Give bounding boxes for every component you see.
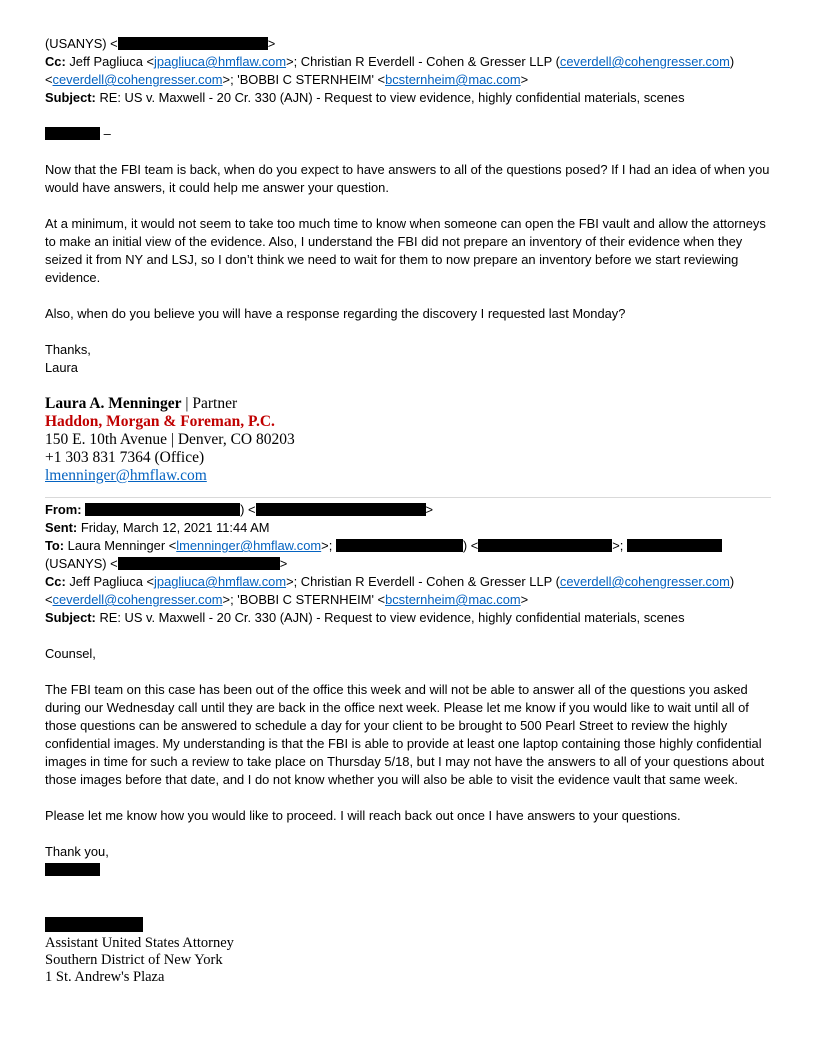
cc-text: ) (729, 574, 735, 589)
cc-label: Cc: (45, 574, 66, 589)
aus-title: Assistant United States Attorney (45, 935, 234, 951)
header1-cc2-line (45, 71, 775, 89)
cc-text: < (45, 592, 53, 607)
redacted-block (85, 503, 240, 516)
salutation-line (45, 125, 775, 143)
greeting-text: Counsel, (45, 646, 96, 661)
email1-paragraph-2: At a minimum, it would not seem to take too much time to know when someone can open the FBI vault and allow the attorneys to make an initial view of the evidence. Also, I understand the FBI did not prepare an inventory of their evidence when they seized it from NY and LSJ, so I don’t think we need to wait for them to now prepare an inventory before we start reviewing evidence. (45, 216, 766, 285)
aus-address: 1 St. Andrew's Plaza (45, 969, 165, 985)
gt-text: > (279, 556, 288, 571)
subject-text: RE: US v. Maxwell - 20 Cr. 330 (AJN) - Request to view evidence, highly confidential materials, scenes (95, 610, 685, 625)
header2-to-line (45, 537, 775, 555)
sent-label: Sent: (45, 520, 78, 535)
cc-text: Jeff Pagliuca < (65, 54, 155, 69)
sent-text: Friday, March 12, 2021 11:44 AM (77, 520, 270, 535)
lawyer-signature (45, 395, 775, 485)
cc-text: >; 'BOBBI C STERNHEIM' < (222, 72, 386, 87)
signature-phone: +1 303 831 7364 (Office) (45, 449, 205, 466)
from-text: ) < (240, 502, 256, 517)
redacted-block (45, 917, 143, 932)
signoff-text: Laura (45, 360, 78, 375)
header1-cc-line (45, 53, 775, 71)
email-link[interactable]: jpagliuca@hmflaw.com (154, 574, 287, 589)
from-label: From: (45, 502, 82, 517)
gt-text: > (267, 36, 276, 51)
header1-usanys-line (45, 35, 775, 53)
gt-text: > (425, 502, 434, 517)
redacted-block (478, 539, 612, 552)
to-label: To: (45, 538, 65, 553)
email1-paragraph-1: Now that the FBI team is back, when do you expect to have answers to all of the questions posed? If I had an idea of when you would have answers, it could help me answer your question. (45, 162, 770, 195)
redacted-sender-line (45, 861, 775, 879)
aus-office: Southern District of New York (45, 952, 223, 968)
dash-text: – (100, 126, 111, 141)
email-link[interactable]: lmenninger@hmflaw.com (176, 538, 322, 553)
email-link[interactable]: bcsternheim@mac.com (385, 72, 521, 87)
email-link[interactable]: ceverdell@cohengresser.com (559, 574, 730, 589)
usanys-text: (USANYS) < (45, 36, 118, 51)
thank-you-text: Thank you, (45, 844, 109, 859)
header2-cc2-line (45, 591, 775, 609)
signature-firm: Haddon, Morgan & Foreman, P.C. (45, 413, 275, 430)
email2-paragraph-1: The FBI team on this case has been out of the office this week and will not be able to answer all of the questions you asked during our Wednesday call until they are back in the office next week. Please let me know if you would like to wait until all of those questions can be answered to schedule a day for your client to be brought to 500 Pearl Street to review the highly confidential images. My understanding is that the FBI is able to provide at least one laptop containing those highly confidential images in time for such a review to take place on Thursday 5/18, but I may not have the answers to all of your questions about those images before that date, and I do not know whether you will also be able to visit the evidence vault that same week. (45, 682, 765, 787)
cc-text: < (45, 72, 53, 87)
subject-text: RE: US v. Maxwell - 20 Cr. 330 (AJN) - Request to view evidence, highly confidential materials, scenes (95, 90, 685, 105)
signature-name: Laura A. Menninger (45, 395, 182, 412)
header2-from-line (45, 501, 775, 519)
subject-label: Subject: (45, 610, 96, 625)
cc-text: > (520, 592, 529, 607)
email2-paragraph-2: Please let me know how you would like to proceed. I will reach back out once I have answers to your questions. (45, 808, 681, 823)
header2-usanys-line (45, 555, 775, 573)
cc-label: Cc: (45, 54, 66, 69)
header1-subject-line (45, 89, 775, 107)
signature-title: | Partner (181, 395, 238, 412)
email-link[interactable]: ceverdell@cohengresser.com (52, 592, 223, 607)
email-link[interactable]: ceverdell@cohengresser.com (52, 72, 223, 87)
cc-text: >; Christian R Everdell - Cohen & Gresser LLP ( (286, 54, 560, 69)
redacted-block (336, 539, 463, 552)
header2-sent-line (45, 519, 775, 537)
email1-paragraph-3: Also, when do you believe you will have a response regarding the discovery I requested last Monday? (45, 306, 626, 321)
to-text: >; (612, 538, 627, 553)
redacted-block (118, 37, 268, 50)
cc-text: >; 'BOBBI C STERNHEIM' < (222, 592, 386, 607)
redacted-block (45, 127, 100, 140)
cc-text: ) (729, 54, 735, 69)
redacted-block (256, 503, 426, 516)
aus-signature (45, 917, 775, 986)
to-text: >; (321, 538, 336, 553)
usanys-text: (USANYS) < (45, 556, 118, 571)
cc-text: Jeff Pagliuca < (65, 574, 155, 589)
subject-label: Subject: (45, 90, 96, 105)
thanks-text: Thanks, (45, 342, 91, 357)
document-page (45, 35, 775, 986)
cc-text: >; Christian R Everdell - Cohen & Gresser LLP ( (286, 574, 560, 589)
email-link[interactable]: ceverdell@cohengresser.com (559, 54, 730, 69)
email-link[interactable]: bcsternheim@mac.com (385, 592, 521, 607)
redacted-block (627, 539, 722, 552)
header2-cc-line (45, 573, 775, 591)
redacted-block (118, 557, 280, 570)
signature-email-link[interactable]: lmenninger@hmflaw.com (45, 467, 207, 484)
to-text: ) < (462, 538, 479, 553)
header2-subject-line (45, 609, 775, 627)
to-text: Laura Menninger < (64, 538, 177, 553)
redacted-block (45, 863, 100, 876)
email-link[interactable]: jpagliuca@hmflaw.com (154, 54, 287, 69)
signature-address: 150 E. 10th Avenue | Denver, CO 80203 (45, 431, 295, 448)
cc-text: > (520, 72, 529, 87)
